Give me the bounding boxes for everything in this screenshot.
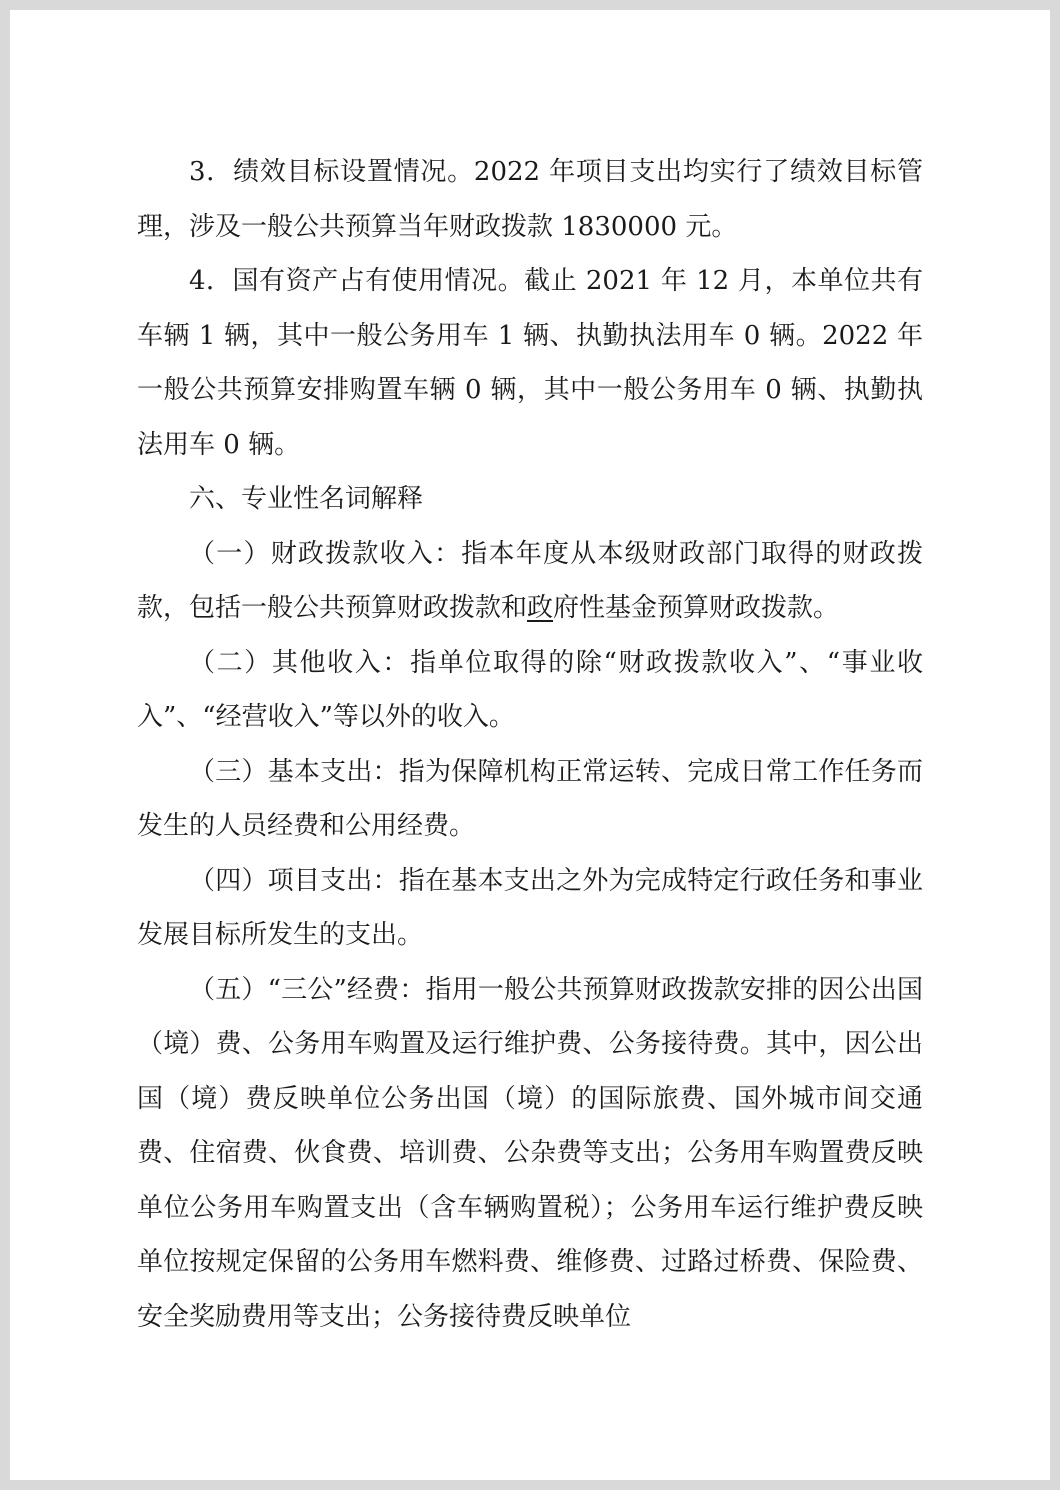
section-heading-terms: 六、专业性名词解释	[189, 484, 424, 514]
document-page	[10, 10, 1050, 1480]
paragraph-state-assets: 4．国有资产占有使用情况。截止 2021 年 12 月，本单位共有车辆 1 辆，其中一般公务用车 1 辆、执勤执法用车 0 辆。2022 年一般公共预算安排购置车辆 0 辆，其中一般公务用车 0 辆、执勤执法用车 0 辆。	[137, 266, 923, 460]
paragraph-text-start: （一）财政拨款收入：指本年度从本级财政部门取得的财政拨款，包括一般公共预算财政拨款和	[137, 538, 923, 623]
paragraph-project-expenditure: （四）项目支出：指在基本支出之外为完成特定行政任务和事业发展目标所发生的支出。	[137, 865, 923, 950]
paragraph-text-end: 府性基金预算财政拨款。	[553, 593, 840, 623]
paragraph-three-public-expenses: （五）“三公”经费：指用一般公共预算财政拨款安排的因公出国（境）费、公务用车购置及运行维护费、公务接待费。其中，因公出国（境）费反映单位公务出国（境）的国际旅费、国外城市间交通费、住宿费、伙食费、培训费、公杂费等支出；公务用车购置费反映单位公务用车购置支出（含车辆购置税）；公务用车运行维护费反映单位按规定保留的公务用车燃料费、维修费、过路过桥费、保险费、安全奖励费用等支出；公务接待费反映单位	[137, 974, 923, 1332]
document-body	[137, 145, 923, 1344]
paragraph-other-income: （二）其他收入：指单位取得的除“财政拨款收入”、“事业收入”、“经营收入”等以外的收入。	[137, 647, 923, 732]
paragraph-fiscal-appropriation-income	[137, 527, 923, 636]
paragraph-basic-expenditure: （三）基本支出：指为保障机构正常运转、完成日常工作任务而发生的人员经费和公用经费。	[137, 756, 923, 841]
underlined-character: 政	[527, 593, 554, 623]
paragraph-performance-targets: 3．绩效目标设置情况。2022 年项目支出均实行了绩效目标管理，涉及一般公共预算当年财政拨款 1830000 元。	[137, 157, 923, 242]
